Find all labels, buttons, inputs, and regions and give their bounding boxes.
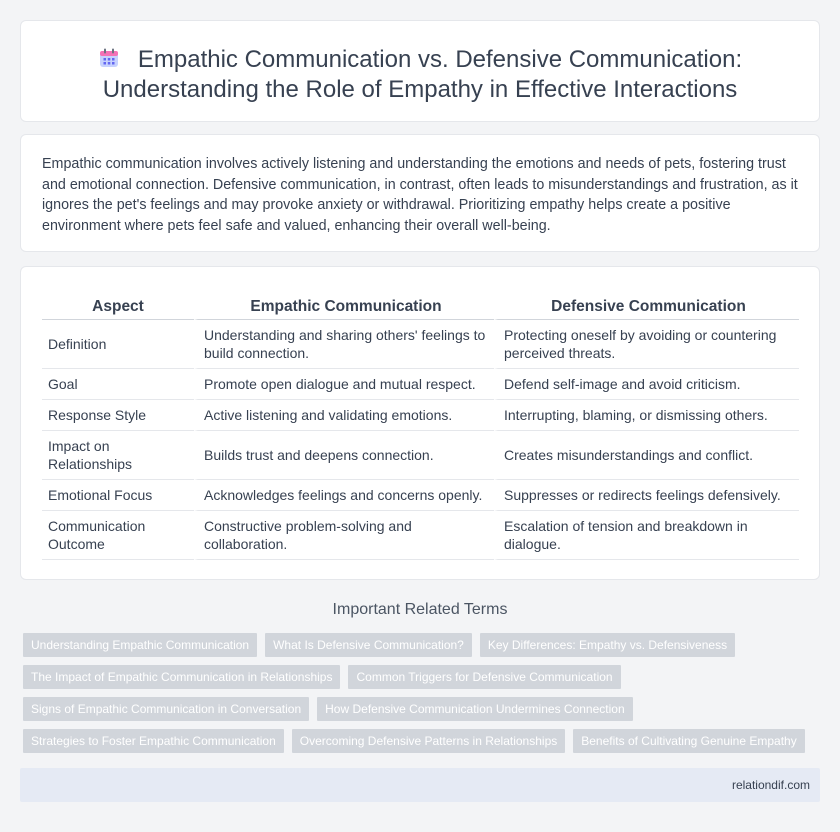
cell-defensive: Creates misunderstandings and conflict. [494, 431, 799, 480]
related-term-link[interactable]: The Impact of Empathic Communication in Relationships [23, 665, 340, 689]
related-terms-title: Important Related Terms [332, 601, 508, 618]
header-defensive: Defensive Communication [494, 293, 799, 320]
cell-empathic: Constructive problem-solving and collaboration. [194, 511, 494, 560]
table-row [42, 480, 799, 511]
cell-empathic: Acknowledges feelings and concerns openly. [194, 480, 494, 511]
cell-empathic: Understanding and sharing others' feelings to build connection. [194, 320, 494, 369]
header-aspect: Aspect [42, 293, 194, 320]
table-row [42, 511, 799, 560]
cell-defensive: Suppresses or redirects feelings defensively. [494, 480, 799, 511]
related-term-link[interactable]: How Defensive Communication Undermines Connection [317, 697, 632, 721]
related-terms-list [23, 633, 813, 761]
tag-row [23, 697, 813, 721]
intro-text: Empathic communication involves actively listening and understanding the emotions and needs of pets, fostering trust and emotional connection. Defensive communication, in contrast, often leads to misunderstandings and frustration, as it ignores the pet's feelings and may provoke anxiety or withdrawal. Prioritizing empathy helps create a positive environment where pets feel safe and valued, enhancing their overall well-being. [42, 156, 798, 234]
footer [20, 768, 820, 802]
intro-card [20, 134, 820, 252]
cell-aspect: Emotional Focus [42, 480, 194, 511]
cell-empathic: Builds trust and deepens connection. [194, 431, 494, 480]
tag-row [23, 729, 813, 753]
cell-aspect: Response Style [42, 400, 194, 431]
related-term-link[interactable]: Key Differences: Empathy vs. Defensiveness [480, 633, 735, 657]
cell-defensive: Escalation of tension and breakdown in dialogue. [494, 511, 799, 560]
cell-defensive: Protecting oneself by avoiding or countering perceived threats. [494, 320, 799, 369]
title-line-1: Empathic Communication vs. Defensive Communication: [137, 46, 743, 73]
related-term-link[interactable]: Benefits of Cultivating Genuine Empathy [573, 729, 804, 753]
table-row [42, 320, 799, 369]
cell-defensive: Defend self-image and avoid criticism. [494, 369, 799, 400]
related-term-link[interactable]: Signs of Empathic Communication in Conversation [23, 697, 309, 721]
tag-row [23, 633, 813, 657]
table-row [42, 369, 799, 400]
header-empathic: Empathic Communication [194, 293, 494, 320]
cell-aspect: Definition [42, 320, 194, 369]
cell-empathic: Active listening and validating emotions. [194, 400, 494, 431]
related-term-link[interactable]: Common Triggers for Defensive Communication [348, 665, 620, 689]
table-row [42, 431, 799, 480]
header-card [20, 20, 820, 122]
cell-aspect: Communication Outcome [42, 511, 194, 560]
footer-site-link[interactable]: relationdif.com [731, 778, 810, 792]
table-row [42, 400, 799, 431]
table-header-row [42, 293, 799, 320]
related-term-link[interactable]: Understanding Empathic Communication [23, 633, 257, 657]
comparison-card [20, 266, 820, 580]
calendar-icon [98, 47, 120, 69]
related-term-link[interactable]: Strategies to Foster Empathic Communication [23, 729, 284, 753]
cell-aspect: Impact on Relationships [42, 431, 194, 480]
title-line-2: Understanding the Role of Empathy in Effective Interactions [102, 76, 738, 103]
cell-aspect: Goal [42, 369, 194, 400]
related-term-link[interactable]: Overcoming Defensive Patterns in Relationships [292, 729, 565, 753]
related-term-link[interactable]: What Is Defensive Communication? [265, 633, 472, 657]
page-title [21, 45, 819, 105]
cell-defensive: Interrupting, blaming, or dismissing others. [494, 400, 799, 431]
tag-row [23, 665, 813, 689]
comparison-table [42, 293, 799, 560]
cell-empathic: Promote open dialogue and mutual respect. [194, 369, 494, 400]
